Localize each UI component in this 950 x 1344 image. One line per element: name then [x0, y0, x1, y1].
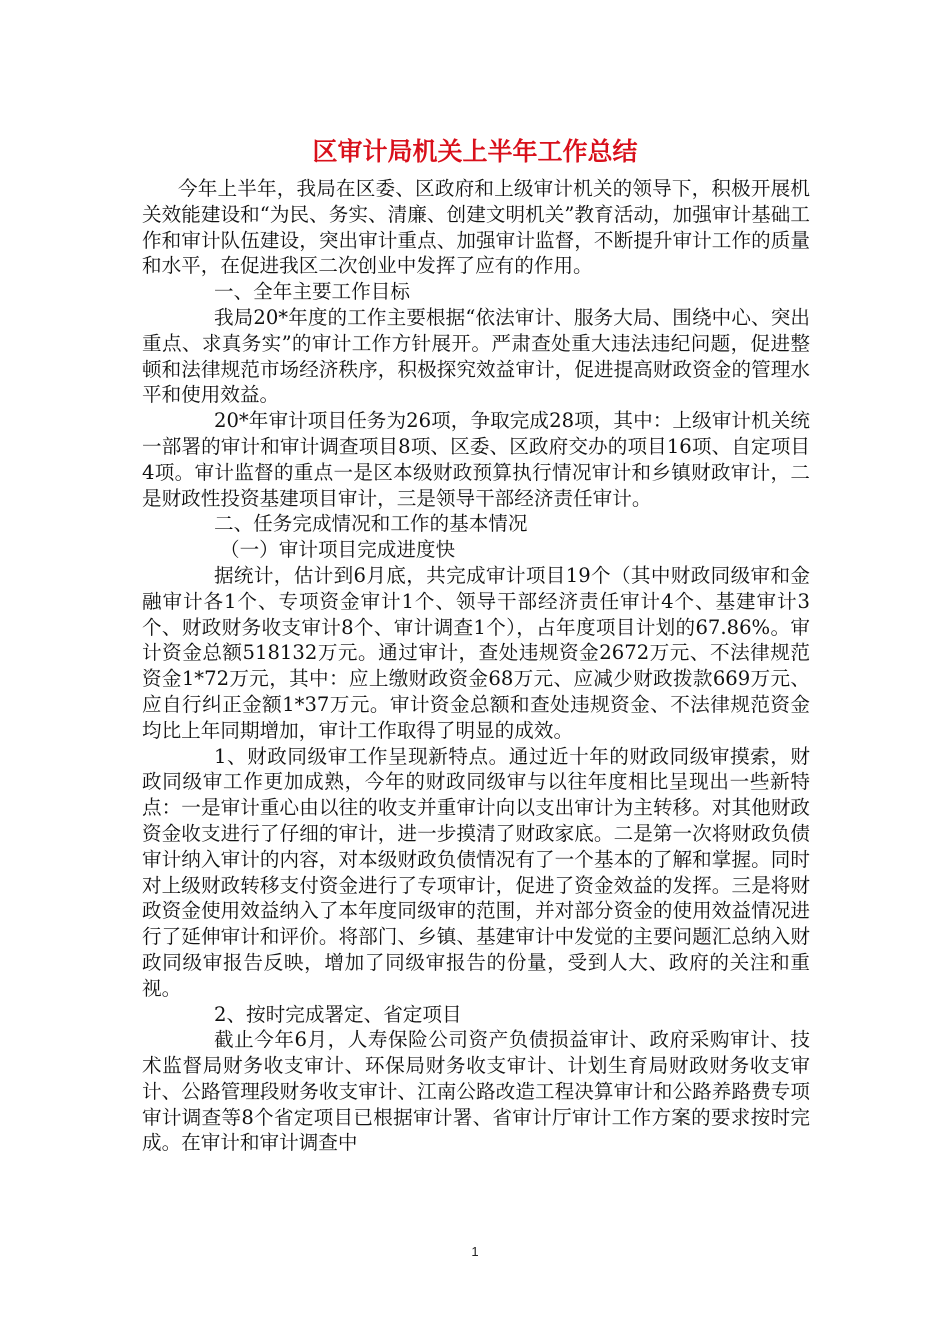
body-paragraph: 据统计，估计到6月底，共完成审计项目19个（其中财政同级审和金融审计各1个、专项资金审计1个、领导干部经济责任审计4个、基建审计3个、财政财务收支审计8个、审计调查1个），占年度项目计划的67.86%。审计资金总额518132万元。通过审计，查处违规资金2672万元、不法律规范资金1*72万元，其中：应上缴财政资金68万元、应减少财政拨款669万元、应自行纠正金额1*37万元。审计资金总额和查处违规资金、不法律规范资金均比上年同期增加，审计工作取得了明显的成效。 [142, 563, 810, 742]
body-paragraph: （一）审计项目完成进度快 [220, 538, 456, 562]
body-paragraph: 截止今年6月，人寿保险公司资产负债损益审计、政府采购审计、技术监督局财务收支审计、环保局财务收支审计、计划生育局财政财务收支审计、公路管理段财务收支审计、江南公路改造工程决算审计和公路养路费专项审计调查等8个省定项目已根据审计署、省审计厅审计工作方案的要求按时完成。在审计和审计调查中 [142, 1028, 810, 1155]
body-paragraph: 我局20*年度的工作主要根据“依法审计、服务大局、围绕中心、突出重点、求真务实”的审计工作方针展开。严肃查处重大违法违纪问题，促进整顿和法律规范市场经济秩序，积极探究效益审计，促进提高财政资金的管理水平和使用效益。 [142, 305, 810, 407]
page-number: 1 [471, 1244, 479, 1259]
document-body [142, 176, 810, 1156]
document-title: 区审计局机关上半年工作总结 [312, 137, 638, 166]
body-paragraph: 二、任务完成情况和工作的基本情况 [214, 512, 528, 536]
body-paragraph: 20*年审计项目任务为26项，争取完成28项，其中：上级审计机关统一部署的审计和审计调查项目8项、区委、区政府交办的项目16项、自定项目4项。审计监督的重点一是区本级财政预算执行情况审计和乡镇财政审计，二是财政性投资基建项目审计，三是领导干部经济责任审计。 [142, 409, 810, 510]
body-paragraph: 1、财政同级审工作呈现新特点。通过近十年的财政同级审摸索，财政同级审工作更加成熟，今年的财政同级审与以往年度相比呈现出一些新特点：一是审计重心由以往的收支并重审计向以支出审计为主转移。对其他财政资金收支进行了仔细的审计，进一步摸清了财政家底。二是第一次将财政负债审计纳入审计的内容，对本级财政负债情况有了一个基本的了解和掌握。同时对上级财政转移支付资金进行了专项审计，促进了资金效益的发挥。三是将财政资金使用效益纳入了本年度同级审的范围，并对部分资金的使用效益情况进行了延伸审计和评价。将部门、乡镇、基建审计中发觉的主要问题汇总纳入财政同级审报告反映，增加了同级审报告的份量，受到人大、政府的关注和重视。 [142, 744, 810, 1000]
body-paragraph: 2、按时完成署定、省定项目 [214, 1002, 462, 1026]
body-paragraph: 一、全年主要工作目标 [214, 280, 410, 304]
body-paragraph: 今年上半年，我局在区委、区政府和上级审计机关的领导下，积极开展机关效能建设和“为民、务实、清廉、创建文明机关”教育活动，加强审计基础工作和审计队伍建设，突出审计重点、加强审计监督，不断提升审计工作的质量和水平，在促进我区二次创业中发挥了应有的作用。 [142, 177, 810, 278]
